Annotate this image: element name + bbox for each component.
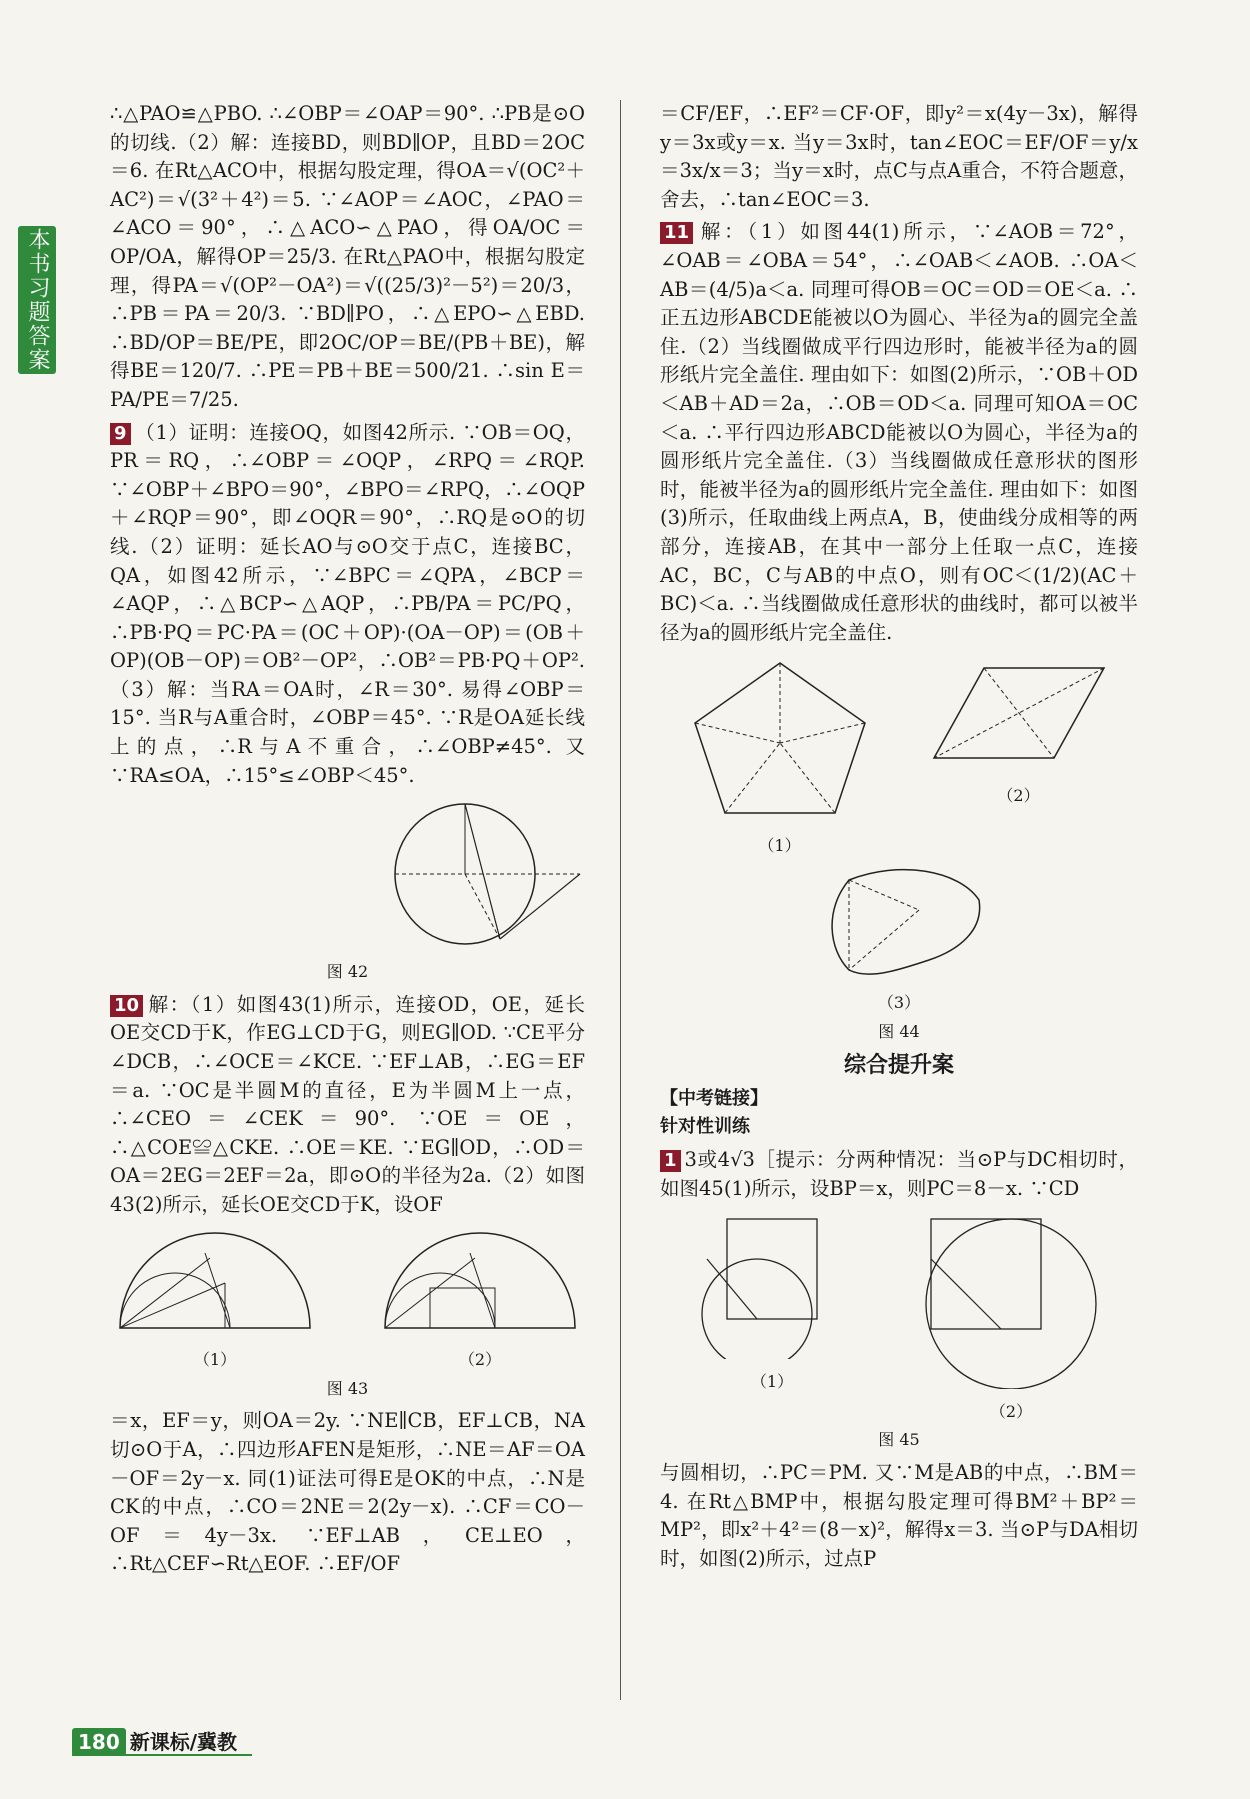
right-column bbox=[660, 100, 1138, 1573]
answer-9 bbox=[110, 419, 585, 791]
left-column bbox=[110, 100, 585, 1579]
figure-44-2-label: （2） bbox=[997, 785, 1040, 805]
figure-44-2 bbox=[924, 653, 1114, 773]
figure-44-3 bbox=[809, 860, 989, 980]
answer-10-text: 解：（1）如图43(1)所示，连接OD，OE，延长OE交CD于K，作EG⊥CD于G，则EG∥OD. ∵CE平分∠DCB，∴∠OCE＝∠KCE. ∵EF⊥AB，∴EG＝EF＝a. ∵OC是半圆M的直径，E为半圆M上一点，∴∠CEO＝∠CEK＝90°. ∵OE＝OE，∴△COE≌△CKE. ∴OE＝KE. ∵EG∥OD，∴OD＝OA＝2EG＝2EF＝2a，即⊙O的半径为2a.（2）如图43(2)所示，延长OE交CD于K，设OF bbox=[110, 992, 585, 1216]
answer-9-text: （1）证明：连接OQ，如图42所示. ∵OB＝OQ，PR＝RQ，∴∠OBP＝∠OQP，∠RPQ＝∠RQP. ∵∠OBP＋∠BPO＝90°，∠BPO＝∠RPQ，∴∠OQP＋∠RQP＝90°，即∠OQR＝90°，∴RQ是⊙O的切线.（2）证明：延长AO与⊙O交于点C，连接BC，QA，如图42所示，∵∠BPC＝∠QPA，∠BCP＝∠AQP，∴△BCP∽△AQP，∴PB/PA＝PC/PQ，∴PB·PQ＝PC·PA＝(OC＋OP)·(OA－OP)＝(OB＋OP)(OB－OP)＝OB²－OP²，∴OB²＝PB·PQ＋OP².（3）解：当RA＝OA时，∠R＝30°. 易得∠OBP＝15°. 当R与A重合时，∠OBP＝45°. ∵R是OA延长线上的点，∴R与A不重合，∴∠OBP≠45°. 又∵RA≤OA，∴15°≤∠OBP＜45°. bbox=[110, 420, 585, 787]
answer-1-text: 3或4√3［提示：分两种情况：当⊙P与DC相切时，如图45(1)所示，设BP＝x，则PC＝8－x. ∵CD bbox=[660, 1148, 1138, 1200]
section-side-tab: 本书习题答案 bbox=[18, 226, 56, 374]
figure-44 bbox=[660, 653, 1138, 860]
section-title: 综合提升案 bbox=[843, 1053, 954, 1079]
figure-45-caption: 图 45 bbox=[878, 1430, 920, 1450]
figure-43 bbox=[110, 1228, 585, 1375]
figure-45 bbox=[660, 1209, 1138, 1426]
figure-43-1-label: （1） bbox=[193, 1350, 237, 1370]
footer-label: 新课标/冀教 bbox=[129, 1730, 238, 1754]
answer-11 bbox=[660, 218, 1138, 647]
figure-43-1 bbox=[110, 1228, 320, 1338]
figure-44-caption: 图 44 bbox=[878, 1021, 920, 1041]
figure-45-1 bbox=[687, 1209, 857, 1359]
question-number-10: 10 bbox=[110, 995, 143, 1017]
figure-42-caption: 图 42 bbox=[326, 962, 369, 982]
answer-1 bbox=[660, 1146, 1138, 1203]
targeted-training-heading: 针对性训练 bbox=[660, 1116, 750, 1138]
question-number-11: 11 bbox=[660, 222, 693, 244]
footer-rule bbox=[72, 1754, 252, 1756]
figure-42 bbox=[385, 794, 585, 954]
figure-43-2-label: （2） bbox=[458, 1350, 502, 1370]
answer-1-continued: 与圆相切，∴PC＝PM. 又∵M是AB的中点，∴BM＝4. 在Rt△BMP中，根据勾股定理可得BM²＋BP²＝MP²，即x²＋4²＝(8－x)²，解得x＝3. 当⊙P与DA相切时，如图(2)所示，过点P bbox=[660, 1461, 1138, 1570]
zhongkao-link-heading: 【中考链接】 bbox=[660, 1087, 768, 1109]
figure-45-2-label: （2） bbox=[989, 1401, 1033, 1421]
figure-43-caption: 图 43 bbox=[326, 1378, 369, 1398]
figure-44-1 bbox=[685, 653, 875, 823]
figure-43-2 bbox=[375, 1228, 585, 1338]
column-divider bbox=[620, 100, 621, 1700]
answer-10-end: ＝CF/EF，∴EF²＝CF·OF，即y²＝x(4y－3x)，解得y＝3x或y＝x. 当y＝3x时，tan∠EOC＝EF/OF＝y/x＝3x/x＝3；当y＝x时，点C与点A重合，不符合题意，舍去，∴tan∠EOC＝3. bbox=[660, 102, 1138, 211]
figure-44-3-label: （3） bbox=[877, 993, 921, 1013]
question-number-1: 1 bbox=[660, 1150, 681, 1172]
answer-8-continued: ∴△PAO≌△PBO. ∴∠OBP＝∠OAP＝90°. ∴PB是⊙O的切线.（2）解：连接BD，则BD∥OP，且BD＝2OC＝6. 在Rt△ACO中，根据勾股定理，得OA＝√(OC²＋AC²)＝√(3²＋4²)＝5. ∵∠AOP＝∠AOC，∠PAO＝∠ACO＝90°，∴△ACO∽△PAO，得OA/OC＝OP/OA，解得OP＝25/3. 在Rt△PAO中，根据勾股定理，得PA＝√(OP²－OA²)＝√((25/3)²－5²)＝20/3，∴PB＝PA＝20/3. ∵BD∥PO，∴△EPO∽△EBD. ∴BD/OP＝BE/PE，即2OC/OP＝BE/(PB＋BE)，解得BE＝120/7. ∴PE＝PB＋BE＝500/21. ∴sin E＝PA/PE＝7/25. bbox=[110, 102, 585, 411]
answer-10-continued: ＝x，EF＝y，则OA＝2y. ∵NE∥CB，EF⊥CB，NA切⊙O于A，∴四边形AFEN是矩形，∴NE＝AF＝OA－OF＝2y－x. 同(1)证法可得E是OK的中点，∴N是CK的中点，∴CO＝2NE＝2(2y－x). ∴CF＝CO－OF＝4y－3x. ∵EF⊥AB，CE⊥EO，∴Rt△CEF∽Rt△EOF. ∴EF/OF bbox=[110, 1409, 585, 1576]
answer-10 bbox=[110, 991, 585, 1220]
figure-45-2 bbox=[911, 1209, 1111, 1389]
page-footer bbox=[72, 1726, 237, 1755]
page-number: 180 bbox=[72, 1728, 126, 1756]
figure-44-1-label: （1） bbox=[758, 835, 801, 855]
figure-45-1-label: （1） bbox=[750, 1371, 794, 1391]
question-number-9: 9 bbox=[110, 423, 131, 445]
answer-11-text: 解：（1）如图44(1)所示，∵∠AOB＝72°，∠OAB＝∠OBA＝54°，∴∠OAB＜∠AOB. ∴OA＜AB＝(4/5)a＜a. 同理可得OB＝OC＝OD＝OE＜a. ∴正五边形ABCDE能被以O为圆心、半径为a的圆完全盖住.（2）当线圈做成平行四边形时，能被半径为a的圆形纸片完全盖住. 理由如下：如图(2)所示，∵OB＋OD＜AB＋AD＝2a，∴OB＝OD＜a. 同理可知OA＝OC＜a. ∴平行四边形ABCD能被以O为圆心，半径为a的圆形纸片完全盖住.（3）当线圈做成任意形状的图形时，能被半径为a的圆形纸片完全盖住. 理由如下：如图(3)所示，任取曲线上两点A，B，使曲线分成相等的两部分，连接AB，在其中一部分上任取一点C，连接AC，BC，C与AB的中点O，则有OC＜(1/2)(AC＋BC)＜a. ∴当线圈做成任意形状的曲线时，都可以被半径为a的圆形纸片完全盖住. bbox=[660, 220, 1138, 644]
